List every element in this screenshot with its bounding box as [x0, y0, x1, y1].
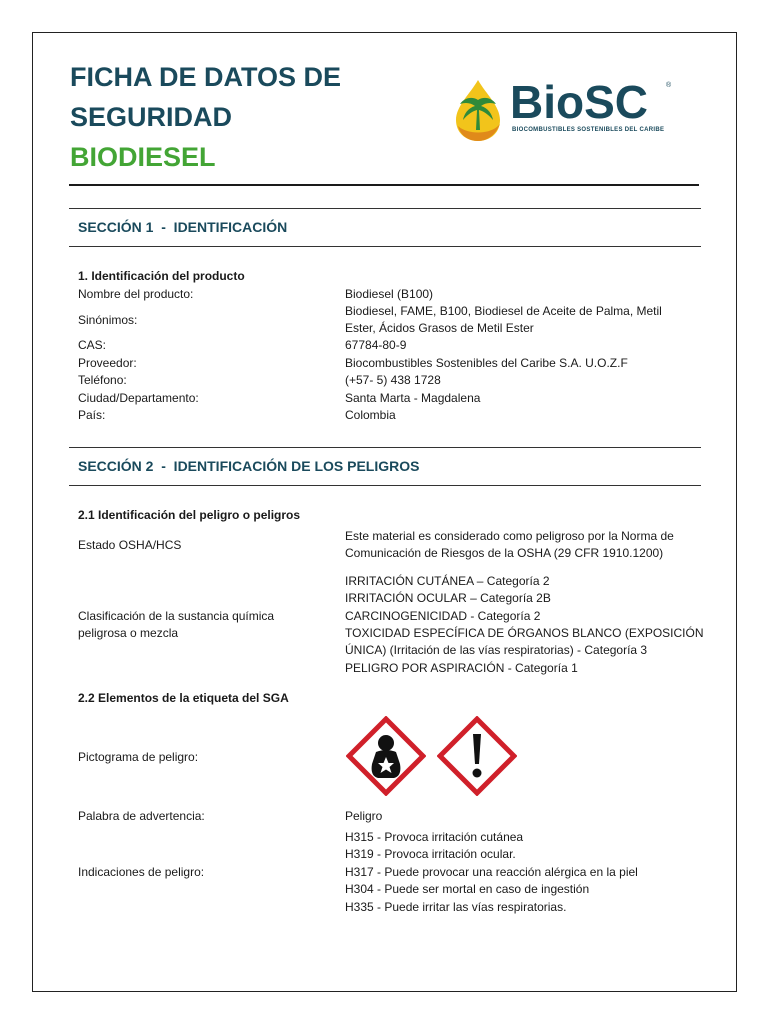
section2-top-rule [69, 447, 701, 448]
classification-item: IRRITACIÓN OCULAR – Categoría 2B [345, 591, 551, 605]
section2-bottom-rule [69, 485, 701, 486]
field-label-phone: Teléfono: [78, 373, 127, 387]
field-label-classification-line2: peligrosa o mezcla [78, 626, 179, 640]
document-title-line2: SEGURIDAD [70, 102, 233, 132]
field-value-product-name: Biodiesel (B100) [345, 287, 434, 301]
hazard-statement: H304 - Puede ser mortal en caso de ingestión [345, 882, 590, 896]
hazard-statement: H315 - Provoca irritación cutánea [345, 830, 524, 844]
header-divider [69, 184, 699, 186]
field-value-cas: 67784-80-9 [345, 338, 407, 352]
field-label-supplier: Proveedor: [78, 356, 137, 370]
section2-subheading-2: 2.2 Elementos de la etiqueta del SGA [78, 691, 289, 705]
hazard-statement: H317 - Puede provocar una reacción alérgica en la piel [345, 865, 638, 879]
section1-title: SECCIÓN 1 - IDENTIFICACIÓN [78, 219, 288, 235]
classification-item: CARCINOGENICIDAD - Categoría 2 [345, 609, 541, 623]
field-value-phone: (+57- 5) 438 1728 [345, 373, 441, 387]
hazard-statement: H335 - Puede irritar las vías respiratorias. [345, 900, 567, 914]
field-label-synonyms: Sinónimos: [78, 313, 138, 327]
biosc-logo [452, 76, 682, 144]
product-subtitle: BIODIESEL [70, 142, 216, 172]
field-value-supplier: Biocombustibles Sostenibles del Caribe S.A. U.O.Z.F [345, 356, 628, 370]
field-value-osha-line2: Comunicación de Riesgos de la OSHA (29 CFR 1910.1200) [345, 546, 664, 560]
section1-top-rule [69, 208, 701, 209]
field-value-synonyms-line1: Biodiesel, FAME, B100, Biodiesel de Aceite de Palma, Metil [345, 304, 662, 318]
section1-subheading: 1. Identificación del producto [78, 269, 245, 283]
field-value-signal-word: Peligro [345, 809, 383, 823]
section1-bottom-rule [69, 246, 701, 247]
field-label-product-name: Nombre del producto: [78, 287, 194, 301]
field-label-cas: CAS: [78, 338, 107, 352]
field-label-classification-line1: Clasificación de la sustancia química [78, 609, 275, 623]
section2-subheading-1: 2.1 Identificación del peligro o peligros [78, 508, 301, 522]
field-label-osha: Estado OSHA/HCS [78, 538, 182, 552]
classification-item: ÚNICA) (Irritación de las vías respiratorias) - Categoría 3 [345, 643, 648, 657]
health-hazard-pictogram-icon [346, 716, 426, 796]
section2-title: SECCIÓN 2 - IDENTIFICACIÓN DE LOS PELIGROS [78, 458, 420, 474]
classification-item: IRRITACIÓN CUTÁNEA – Categoría 2 [345, 574, 550, 588]
document-title-line1: FICHA DE DATOS DE [70, 62, 342, 92]
logo-wordmark: BioSC [510, 76, 648, 128]
logo-tagline: BIOCOMBUSTIBLES SOSTENIBLES DEL CARIBE [512, 127, 665, 133]
field-value-synonyms-line2: Ester, Ácidos Grasos de Metil Ester [345, 321, 534, 335]
classification-item: TOXICIDAD ESPECÍFICA DE ÓRGANOS BLANCO (EXPOSICIÓN [345, 626, 704, 640]
field-label-signal-word: Palabra de advertencia: [78, 809, 205, 823]
registered-mark: ® [666, 82, 672, 89]
palm-drop-icon [452, 78, 504, 142]
hazard-statement: H319 - Provoca irritación ocular. [345, 847, 516, 861]
field-value-osha-line1: Este material es considerado como peligroso por la Norma de [345, 529, 674, 543]
exclamation-pictogram-icon [437, 716, 517, 796]
field-value-city: Santa Marta - Magdalena [345, 391, 481, 405]
field-label-country: País: [78, 408, 106, 422]
field-label-pictogram: Pictograma de peligro: [78, 750, 199, 764]
classification-item: PELIGRO POR ASPIRACIÓN - Categoría 1 [345, 661, 578, 675]
field-label-city: Ciudad/Departamento: [78, 391, 199, 405]
field-value-country: Colombia [345, 408, 396, 422]
field-label-hazard-statements: Indicaciones de peligro: [78, 865, 205, 879]
